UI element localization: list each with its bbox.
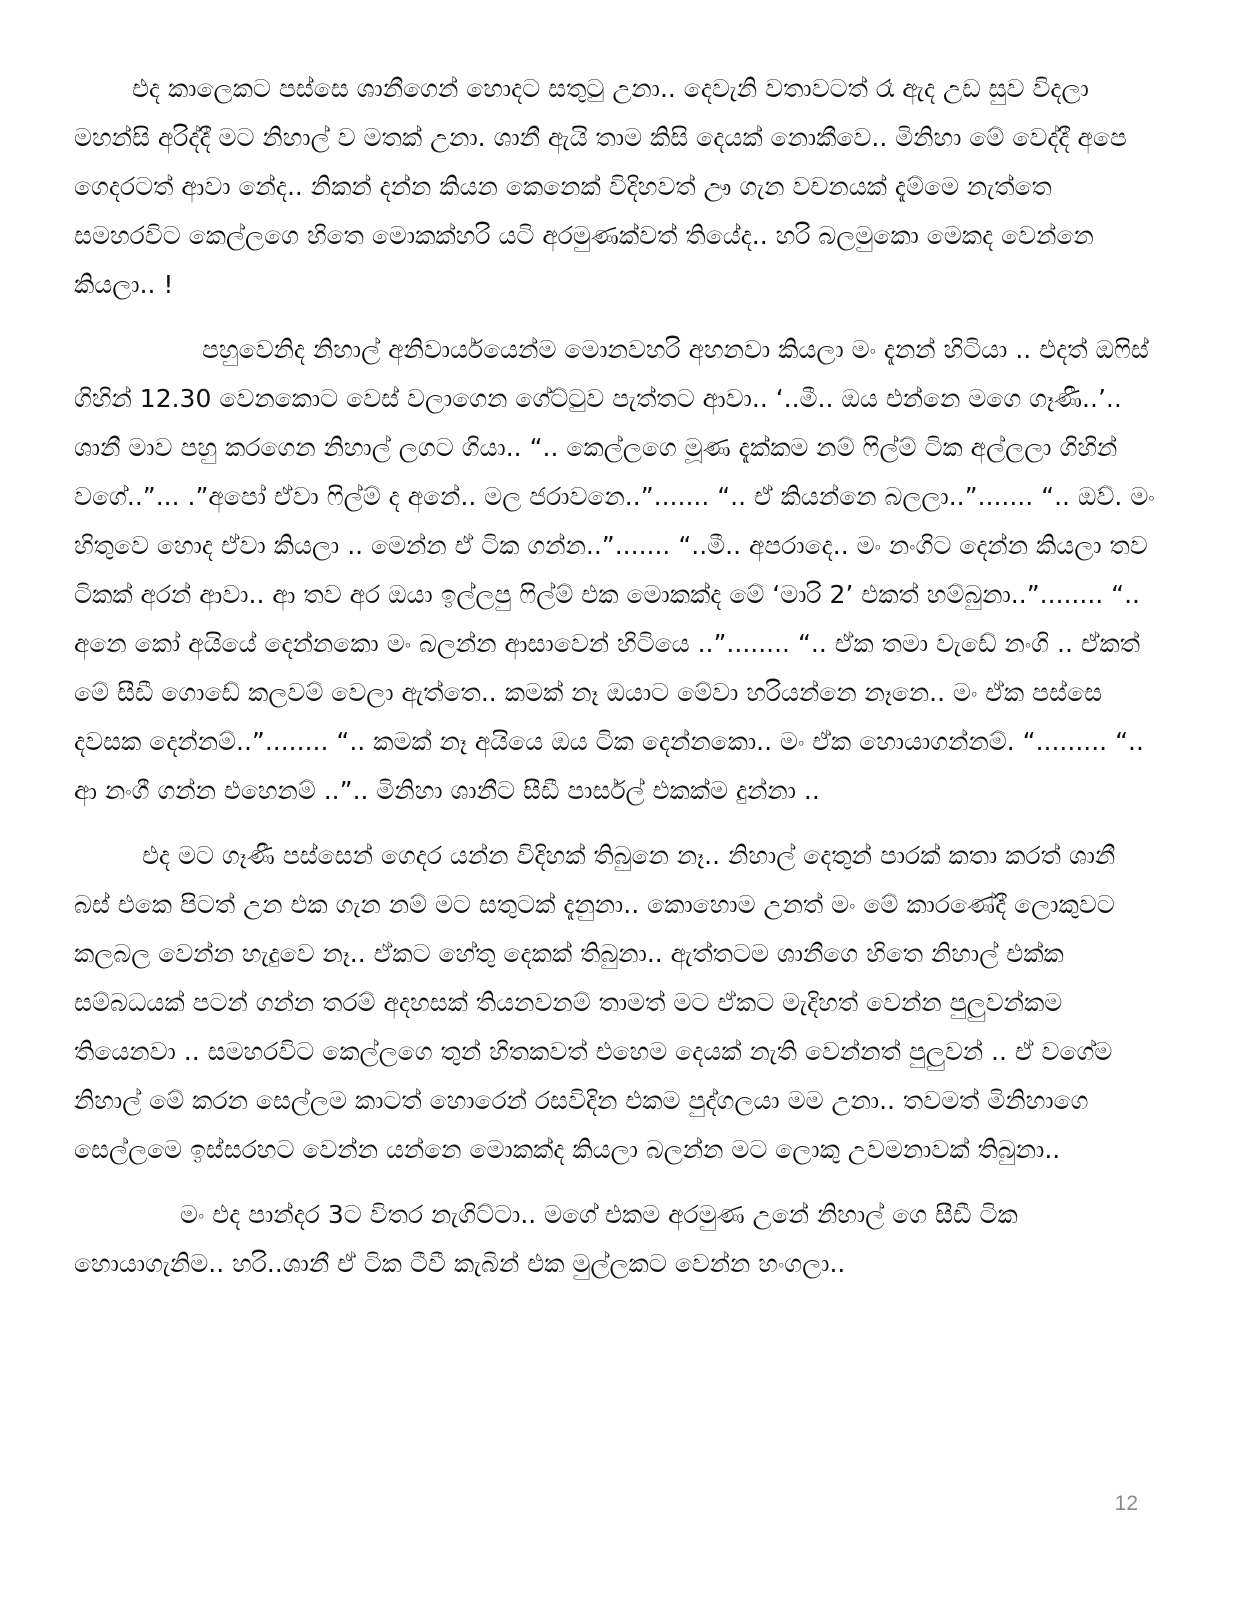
paragraph-4: මං එද පාන්දර 3ට විතර නැගිට්ටා.. මගේ එකම අරමුණ උනේ නිහාල් ගෙ සීඩී ටික හොයාගැනිම.. හරි..ශානී ඒ ටික ටීවී කැබින් එක මුල්ලකට වෙන්න හංගලා.. [74, 1200, 1018, 1278]
page-number: 12 [1114, 1492, 1138, 1515]
paragraph-3: එද මට ගෑණී පස්සෙන් ගෙදර යන්න විදිහක් තිබුනෙ නෑ.. නිහාල් දෙතුන් පාරක් කතා කරත් ශානී බස් එකෙ පිටත් උන එක ගැන නම් මට සතුටක් දැනුනා.. කොහොම උනත් මං මේ කාරණේදී ලොකුවට කලබල වෙන්න හැදුවෙ නෑ.. ඒකට හේතු දෙකක් තිබුනා.. ඇත්තටම ශානීගෙ හිතෙ නිහාල් එක්ක සම්බධයක් පටන් ගන්න තරම් අදහසක් තියනවනම් තාමත් මට ඒකට මැදිහත් වෙන්න පුලුවන්කම තියෙනවා .. සමහරවිට කෙල්ලගෙ තුන් හිතකවත් එහෙම දෙයක් නැති වෙන්නත් පුලුවන් .. ඒ වගේම නිහාල් මේ කරන සෙල්ලම කාටත් හොරෙන් රසවිදින එකම පුද්ගලයා මම උනා.. තවමත් මිනිහාගෙ සෙල්ලමෙ ඉස්සරහට වෙන්න යන්නෙ මොකක්ද කියලා බලන්න මට ලොකු උවමනාවක් තිබුනා.. [74, 841, 1116, 1164]
body-text [74, 64, 1156, 1288]
paragraph-1: එද කාලෙකට පස්සෙ ශානීගෙන් හොදට සතුටු උනා.. දෙවැනි වතාවටත් රෑ ඇද උඩ සුව විදලා මහන්සි අරිද්දී මට නිහාල් ව මතක් උනා. ශානී ඇයි තාම කිසි දෙයක් නොකීවෙ.. මිනිහා මේ වෙද්දී අපෙ ගෙදරටත් ආවා නේද.. නිකන් දන්න කියන කෙනෙක් විදිහවත් ඌ ගැන වචනයක් දැම්මෙ නැත්තෙ සමහරවිට කෙල්ලගෙ හිතෙ මොකක්හරි යටි අරමුණක්වත් තියේද.. හරි බලමුකො මෙකද වෙන්නෙ කියලා.. ! [74, 74, 1127, 299]
paragraph-2: පහුවෙනිද නිහාල් අනිවාර්යයෙන්ම මොනවහරි අහනවා කියලා මං දැනන් හිටියා .. එදත් ඔෆිස් ගිහින් 12.30 වෙනකොට වෙස් වලාගෙන ගේට්ටුව පැත්තට ආවා.. ‘..මී.. ඔය එන්නෙ මගෙ ගෑණී..’.. ශානී මාව පහු කරගෙන නිහාල් ලගට ගියා.. “.. කෙල්ලගෙ මූණ දැක්කම නම් ෆිල්ම් ටික අල්ලලා ගිහින් වගේ..”... .”අපෝ ඒවා ෆිල්ම් ද අනේ.. මල ජරාවනෙ..”....... “.. ඒ කියන්නෙ බලලා..”....... “.. ඔව්. මං හිතුවෙ හොද ඒවා කියලා .. මෙන්න ඒ ටික ගන්න..”....... “..මී.. අපරාදෙ.. මං නංගිට දෙන්න කියලා තව ටිකක් අරන් ආවා.. ආ තව අර ඔයා ඉල්ලපු ෆිල්ම් එක මොකක්ද මේ ‘මාරි 2’ එකත් හම්බුනා..”........ “.. අනෙ කෝ අයියේ දෙන්නකො මං බලන්න ආසාවෙන් හිටියෙ ..”........ “.. ඒක තමා වැඩේ නංගි .. ඒකත් මේ සීඩී ගොඩේ කලවම් වෙලා ඇත්තෙ.. කමක් නෑ ඔයාට මේවා හරියන්නෙ නෑනෙ.. මං ඒක පස්සෙ දවසක දෙන්නම්..”........ “.. කමක් නෑ අයියෙ ඔය ටික දෙන්නකො.. මං ඒක හොයාගන්නම්. “......... “.. ආ නංගී ගන්න එහෙනම් ..”.. මිනිහා ශානීට සීඩී පාර්සල් එකක්ම දුන්නා .. [74, 335, 1155, 805]
